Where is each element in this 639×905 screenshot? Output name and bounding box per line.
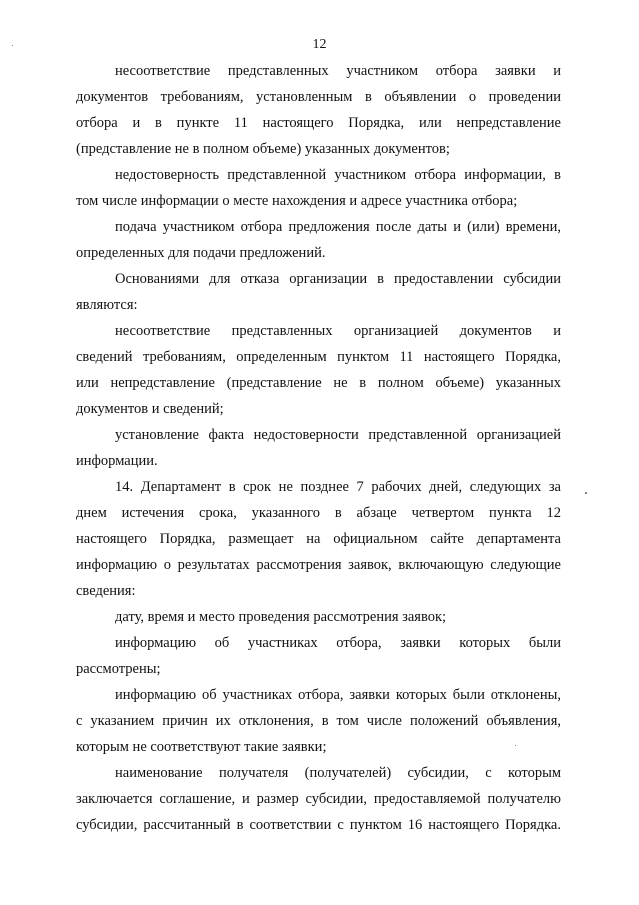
scan-speck: [12, 45, 13, 46]
text-line: недостоверность представленной участником отбора информации, в: [115, 167, 561, 183]
text-line: отбора и в пункте 11 настоящего Порядка, или непредставление: [76, 115, 561, 131]
text-line: несоответствие представленных участником отбора заявки и: [115, 63, 561, 79]
text-line: информацию об участниках отбора, заявки которых были отклонены,: [115, 687, 561, 703]
text-line: настоящего Порядка, размещает на официальном сайте департамента: [76, 531, 561, 547]
text-line: сведения:: [76, 583, 136, 599]
text-line: рассмотрены;: [76, 661, 161, 677]
text-line: с указанием причин их отклонения, в том числе положений объявления,: [76, 713, 561, 729]
text-line: несоответствие представленных организацией документов и: [115, 323, 561, 339]
text-line: сведений требованиям, определенным пунктом 11 настоящего Порядка,: [76, 349, 561, 365]
text-line: наименование получателя (получателей) субсидии, с которым: [115, 765, 561, 781]
text-line: Основаниями для отказа организации в предоставлении субсидии: [115, 271, 561, 287]
text-line: субсидии, рассчитанный в соответствии с пунктом 16 настоящего Порядка.: [76, 817, 561, 833]
text-line: информации.: [76, 453, 158, 469]
text-line: подача участником отбора предложения после даты и (или) времени,: [115, 219, 561, 235]
text-line: заключается соглашение, и размер субсидии, предоставляемой получателю: [76, 791, 561, 807]
text-line: определенных для подачи предложений.: [76, 245, 326, 261]
text-line: том числе информации о месте нахождения и адресе участника отбора;: [76, 193, 518, 209]
scan-speck: [585, 492, 587, 494]
text-line: (представление не в полном объеме) указанных документов;: [76, 141, 450, 157]
text-line: документов и сведений;: [76, 401, 224, 417]
text-line: установление факта недостоверности представленной организацией: [115, 427, 561, 443]
text-line: или непредставление (представление не в полном объеме) указанных: [76, 375, 561, 391]
text-line: документов требованиям, установленным в объявлении о проведении: [76, 89, 561, 105]
text-line: которым не соответствуют такие заявки;: [76, 739, 327, 755]
text-line: дату, время и место проведения рассмотрения заявок;: [115, 609, 447, 625]
text-line: днем истечения срока, указанного в абзаце четвертом пункта 12: [76, 505, 561, 521]
text-line: являются:: [76, 297, 138, 313]
text-line: информацию об участниках отбора, заявки которых были: [115, 635, 561, 651]
text-line: 14. Департамент в срок не позднее 7 рабочих дней, следующих за: [115, 479, 561, 495]
page-number: 12: [312, 37, 327, 52]
scan-speck: [515, 745, 516, 746]
text-line: информацию о результатах рассмотрения заявок, включающую следующие: [76, 557, 561, 573]
